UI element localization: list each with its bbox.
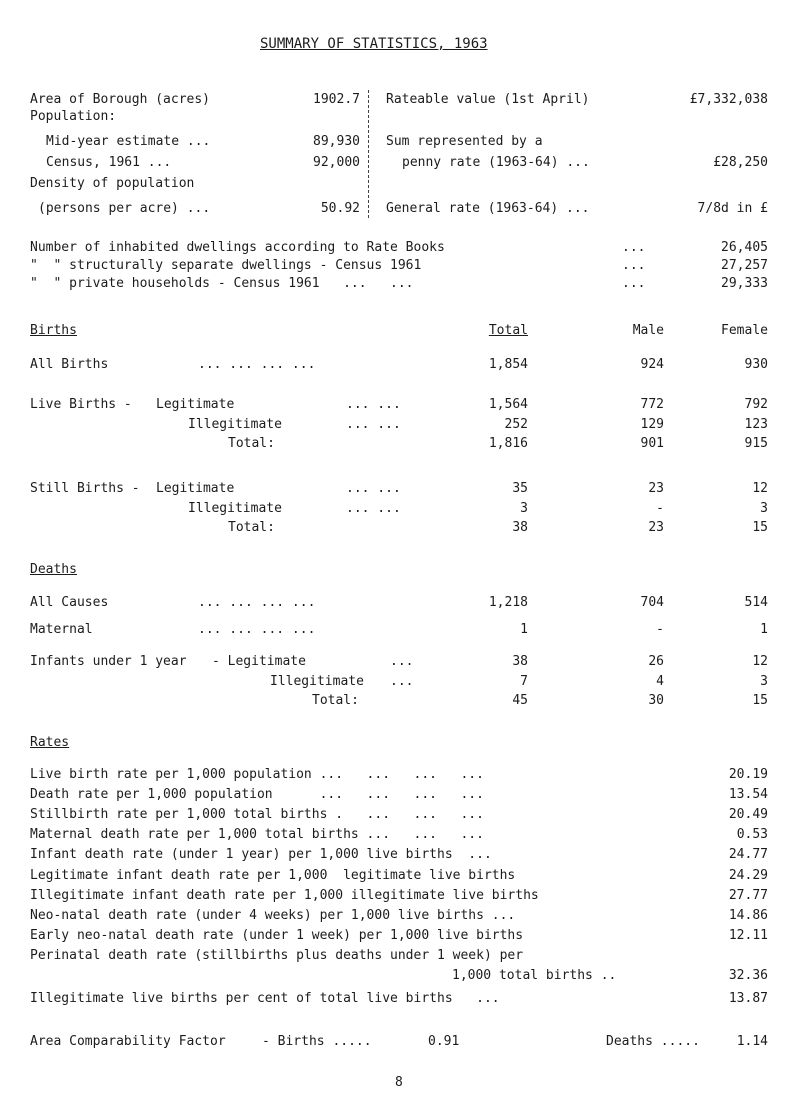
live-row-male: 129 (640, 417, 664, 432)
infant-row-dots: ... (390, 674, 414, 689)
still-row-female: 15 (752, 520, 768, 535)
dwellings-dots: ... (622, 276, 646, 291)
dwellings-value: 29,333 (721, 276, 768, 291)
density-sub-label: (persons per acre) ... (38, 201, 211, 216)
infant-row-total: 45 (512, 693, 528, 708)
col-male-header: Male (632, 323, 664, 338)
live-row-female: 915 (744, 436, 768, 451)
still-row-male: 23 (648, 481, 664, 496)
dwellings-dots: ... (622, 240, 646, 255)
rates-heading: Rates (30, 735, 70, 750)
live-row-label: Legitimate (156, 397, 235, 412)
maternal-male: - (656, 622, 664, 637)
all-causes-female: 514 (744, 595, 768, 610)
dwellings-label: " " structurally separate dwellings - Census 1961 (30, 258, 422, 273)
rate-value: 12.11 (728, 928, 768, 943)
census-label: Census, 1961 ... (46, 155, 172, 170)
penny-label-1: Sum represented by a (386, 134, 543, 149)
illegit-births-label: Illegitimate live births per cent of total live births ... (30, 991, 500, 1006)
rate-label: Live birth rate per 1,000 population ... ... ... ... (30, 767, 484, 782)
general-rate-value: 7/8d in £ (697, 201, 768, 216)
infant-row-total: 38 (512, 654, 528, 669)
infant-row-female: 15 (752, 693, 768, 708)
still-row-total: 38 (512, 520, 528, 535)
acf-deaths-value: 1.14 (736, 1034, 768, 1049)
maternal-dots: ... ... ... ... (198, 622, 316, 637)
midyear-value: 89,930 (313, 134, 360, 149)
live-births-label: Live Births - (30, 397, 132, 412)
rate-value: 20.19 (728, 767, 768, 782)
density-value: 50.92 (320, 201, 360, 216)
census-value: 92,000 (313, 155, 360, 170)
still-row-total: 3 (520, 501, 528, 516)
still-row-dots: ... ... (346, 481, 401, 496)
perinatal-label-2: 1,000 total births .. (452, 968, 617, 983)
live-row-total: 252 (504, 417, 528, 432)
deaths-heading: Deaths (30, 562, 77, 577)
live-row-male: 772 (640, 397, 664, 412)
density-label: Density of population (30, 176, 195, 191)
rate-label: Maternal death rate per 1,000 total births ... ... ... (30, 827, 484, 842)
infant-row-male: 4 (656, 674, 664, 689)
all-causes-dots: ... ... ... ... (198, 595, 316, 610)
live-row-male: 901 (640, 436, 664, 451)
acf-label: Area Comparability Factor (30, 1034, 226, 1049)
still-row-dots: ... ... (346, 501, 401, 516)
live-row-dots: ... ... (346, 397, 401, 412)
infant-row-label: Total: (312, 693, 359, 708)
rate-value: 0.53 (736, 827, 768, 842)
dwellings-label: " " private households - Census 1961 ... ... (30, 276, 414, 291)
perinatal-value: 32.36 (728, 968, 768, 983)
maternal-total: 1 (520, 622, 528, 637)
dwellings-dots: ... (622, 258, 646, 273)
live-row-total: 1,564 (488, 397, 528, 412)
live-row-female: 792 (744, 397, 768, 412)
col-total-header: Total (488, 323, 528, 338)
col-female-header: Female (721, 323, 768, 338)
infant-row-female: 3 (760, 674, 768, 689)
dwellings-value: 27,257 (721, 258, 768, 273)
live-row-dots: ... ... (346, 417, 401, 432)
still-row-label: Illegitimate (188, 501, 282, 516)
perinatal-label-1: Perinatal death rate (stillbirths plus deaths under 1 week) per (30, 948, 524, 963)
rate-label: Illegitimate infant death rate per 1,000 illegitimate live births (30, 888, 539, 903)
still-row-male: - (656, 501, 664, 516)
page-number: 8 (395, 1075, 403, 1090)
illegit-births-value: 13.87 (728, 991, 768, 1006)
infant-row-male: 30 (648, 693, 664, 708)
maternal-label: Maternal (30, 622, 93, 637)
infant-row-total: 7 (520, 674, 528, 689)
rate-value: 27.77 (728, 888, 768, 903)
live-row-label: Illegitimate (188, 417, 282, 432)
infant-row-male: 26 (648, 654, 664, 669)
all-causes-total: 1,218 (488, 595, 528, 610)
rate-label: Infant death rate (under 1 year) per 1,000 live births ... (30, 847, 492, 862)
area-value: 1902.7 (313, 92, 360, 107)
general-rate-label: General rate (1963-64) ... (386, 201, 590, 216)
rate-value: 24.77 (728, 847, 768, 862)
all-births-male: 924 (640, 357, 664, 372)
population-label: Population: (30, 109, 117, 124)
infant-row-female: 12 (752, 654, 768, 669)
live-row-total: 1,816 (488, 436, 528, 451)
all-births-dots: ... ... ... ... (198, 357, 316, 372)
infant-row-dots: ... (390, 654, 414, 669)
acf-births-value: 0.91 (428, 1034, 460, 1049)
rate-label: Death rate per 1,000 population ... ... ... ... (30, 787, 484, 802)
still-row-label: Legitimate (156, 481, 235, 496)
rate-label: Legitimate infant death rate per 1,000 legitimate live births (30, 868, 516, 883)
rate-value: 24.29 (728, 868, 768, 883)
midyear-label: Mid-year estimate ... (46, 134, 211, 149)
acf-births-label: - Births ..... (262, 1034, 372, 1049)
dwellings-value: 26,405 (721, 240, 768, 255)
infant-row-label: - Legitimate (212, 654, 306, 669)
still-row-female: 12 (752, 481, 768, 496)
all-births-female: 930 (744, 357, 768, 372)
births-heading: Births (30, 323, 77, 338)
column-divider (368, 90, 369, 218)
still-row-label: Total: (228, 520, 275, 535)
all-births-label: All Births (30, 357, 109, 372)
maternal-female: 1 (760, 622, 768, 637)
rate-label: Stillbirth rate per 1,000 total births . ... ... ... (30, 807, 484, 822)
still-row-female: 3 (760, 501, 768, 516)
rate-value: 13.54 (728, 787, 768, 802)
still-row-male: 23 (648, 520, 664, 535)
area-label: Area of Borough (acres) (30, 92, 211, 107)
rate-value: 14.86 (728, 908, 768, 923)
infant-row-label: Illegitimate (270, 674, 364, 689)
rateable-label: Rateable value (1st April) (386, 92, 590, 107)
penny-value: £28,250 (713, 155, 768, 170)
rate-label: Neo-natal death rate (under 4 weeks) per 1,000 live births ... (30, 908, 516, 923)
live-row-female: 123 (744, 417, 768, 432)
penny-label-2: penny rate (1963-64) ... (402, 155, 590, 170)
live-row-label: Total: (228, 436, 275, 451)
rate-value: 20.49 (728, 807, 768, 822)
all-causes-label: All Causes (30, 595, 109, 610)
dwellings-label: Number of inhabited dwellings according to Rate Books (30, 240, 445, 255)
still-births-label: Still Births - (30, 481, 140, 496)
rateable-value: £7,332,038 (689, 92, 768, 107)
infants-label: Infants under 1 year (30, 654, 187, 669)
acf-deaths-label: Deaths ..... (606, 1034, 700, 1049)
still-row-total: 35 (512, 481, 528, 496)
all-causes-male: 704 (640, 595, 664, 610)
rate-label: Early neo-natal death rate (under 1 week) per 1,000 live births (30, 928, 524, 943)
page-title: SUMMARY OF STATISTICS, 1963 (260, 36, 488, 52)
all-births-total: 1,854 (488, 357, 528, 372)
